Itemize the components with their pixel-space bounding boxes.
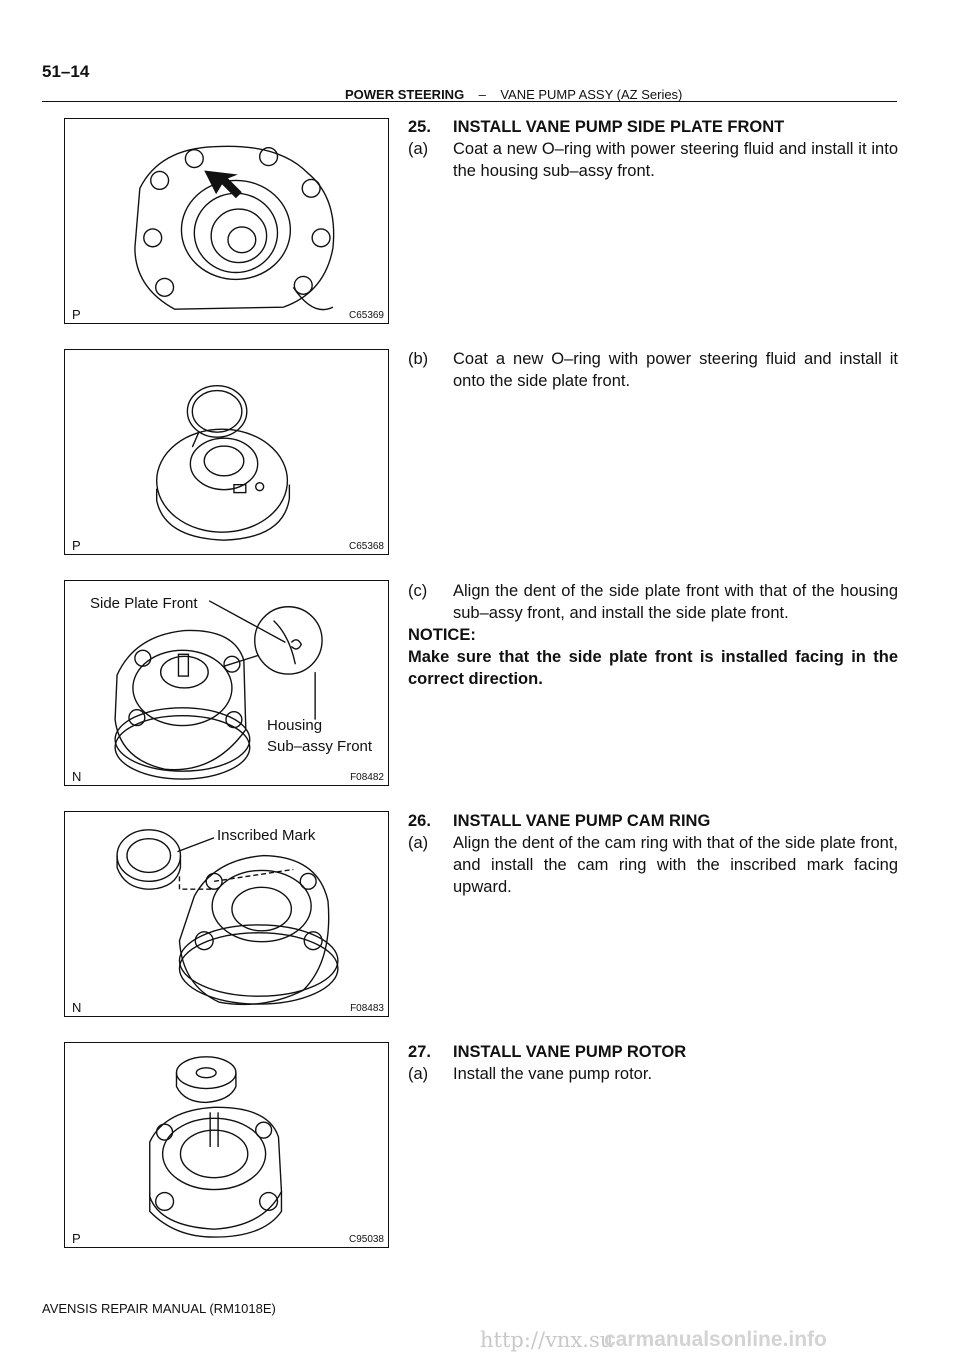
step-title: INSTALL VANE PUMP ROTOR (453, 1043, 687, 1061)
substep-tag: (a) (408, 1065, 429, 1083)
section-title: POWER STEERING (345, 87, 465, 102)
subsection-title: VANE PUMP ASSY (AZ Series) (500, 87, 683, 102)
step-25 (408, 116, 898, 182)
figure-vane-rotor (64, 1042, 389, 1248)
substep-tag: (a) (408, 140, 429, 158)
step-heading (408, 810, 898, 832)
label-sub-assy-front: Sub–assy Front (267, 738, 373, 755)
substep-tag: (a) (408, 834, 429, 852)
step-25-c (408, 580, 898, 690)
figure-cam-ring (64, 811, 389, 1017)
notice-text: Make sure that the side plate front is installed facing in the correct direction. (408, 648, 898, 688)
figure-housing-oring (64, 118, 389, 324)
step-title: INSTALL VANE PUMP SIDE PLATE FRONT (453, 118, 785, 136)
watermark-right-link[interactable]: carmanualsonline.info (604, 1328, 827, 1351)
substep-a (408, 138, 898, 182)
rotor-illustration (65, 1043, 388, 1247)
step-title: INSTALL VANE PUMP CAM RING (453, 812, 711, 830)
label-side-plate-front: Side Plate Front (90, 595, 198, 612)
step-25-b (408, 348, 898, 392)
substep-a (408, 1063, 898, 1085)
substep-tag: (b) (408, 350, 429, 368)
substep-a (408, 832, 898, 898)
figure-code: C65369 (348, 310, 384, 321)
header-rule (42, 101, 897, 102)
figure-mark: N (72, 1000, 82, 1015)
substep-text: Coat a new O–ring with power steering fluid and install it into the housing sub–assy front. (453, 140, 898, 180)
figure-code: C65368 (348, 541, 384, 552)
step-number: 27. (408, 1043, 431, 1061)
label-housing: Housing (267, 717, 323, 734)
step-number: 26. (408, 812, 431, 830)
figure-code: F08482 (350, 772, 384, 783)
figure-mark: P (72, 307, 81, 322)
substep-text: Align the dent of the cam ring with that of the side plate front, and install the cam ring with the inscribed mark facing upward. (453, 834, 898, 896)
housing-illustration (65, 119, 388, 323)
figure-mark: P (72, 1231, 81, 1246)
step-27 (408, 1041, 898, 1085)
substep-tag: (c) (408, 582, 428, 600)
side-plate-illustration (65, 350, 388, 554)
page-number: 51–14 (42, 62, 90, 81)
figure-code: C95038 (348, 1234, 384, 1245)
running-head (345, 87, 682, 102)
figure-code: F08483 (350, 1003, 384, 1014)
figure-mark: N (72, 769, 82, 784)
step-heading (408, 116, 898, 138)
substep-text: Install the vane pump rotor. (453, 1065, 653, 1083)
figure-side-plate-alignment (64, 580, 389, 786)
substep-text: Align the dent of the side plate front with that of the housing sub–assy front, and install the side plate front. (453, 582, 898, 622)
watermark-left-link[interactable]: http://vnx.su (480, 1328, 614, 1352)
notice-title: NOTICE: (408, 626, 476, 644)
figure-mark: P (72, 538, 81, 553)
figure-side-plate-oring (64, 349, 389, 555)
label-inscribed-mark: Inscribed Mark (217, 827, 316, 844)
substep-c (408, 580, 898, 624)
step-number: 25. (408, 118, 431, 136)
footer-manual-id: AVENSIS REPAIR MANUAL (RM1018E) (42, 1301, 276, 1316)
substep-b (408, 348, 898, 392)
step-26 (408, 810, 898, 898)
step-heading (408, 1041, 898, 1063)
header-separator: – (478, 87, 486, 102)
substep-text: Coat a new O–ring with power steering fluid and install it onto the side plate front. (453, 350, 898, 390)
